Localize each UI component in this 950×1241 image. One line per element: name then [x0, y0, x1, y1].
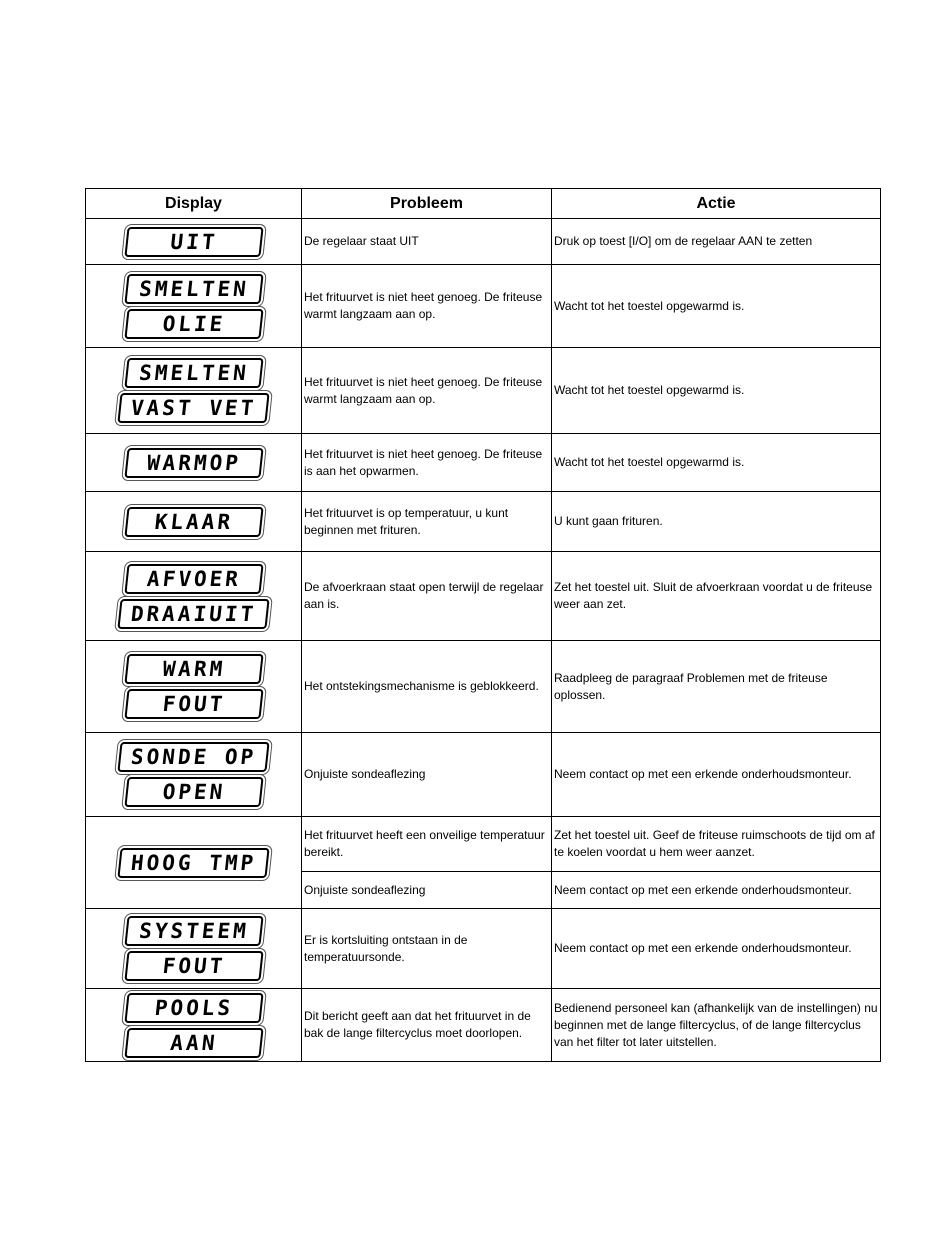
- display-cell: [86, 817, 302, 909]
- header-display: Display: [86, 189, 302, 219]
- probleem-cell: Dit bericht geeft aan dat het frituurvet in de bak de lange filtercyclus moet doorlopen.: [302, 989, 552, 1062]
- actie-cell: Wacht tot het toestel opgewarmd is.: [552, 434, 881, 492]
- probleem-cell: Onjuiste sondeaflezing: [302, 733, 552, 817]
- table-row: [86, 219, 881, 265]
- actie-cell: Zet het toestel uit. Sluit de afvoerkraan voordat u de friteuse weer aan zet.: [552, 552, 881, 641]
- header-row: [86, 189, 881, 219]
- probleem-cell: Het frituurvet is op temperatuur, u kunt beginnen met frituren.: [302, 492, 552, 552]
- display-cell: [86, 348, 302, 434]
- actie-cell: Druk op toest [I/O] om de regelaar AAN te zetten: [552, 219, 881, 265]
- lcd-display: POOLS: [124, 993, 263, 1023]
- lcd-display: VAST VET: [117, 393, 269, 423]
- table-row: [86, 265, 881, 348]
- lcd-display: DRAAIUIT: [117, 599, 269, 629]
- lcd-display: AFVOER: [124, 564, 263, 594]
- actie-cell: U kunt gaan frituren.: [552, 492, 881, 552]
- table-row: [86, 492, 881, 552]
- probleem-cell: Onjuiste sondeaflezing: [302, 872, 552, 909]
- lcd-display: WARM: [124, 654, 263, 684]
- table-row: [86, 989, 881, 1062]
- lcd-display: SYSTEEM: [124, 916, 263, 946]
- table-row: [86, 348, 881, 434]
- display-cell: [86, 219, 302, 265]
- table-row: [86, 434, 881, 492]
- display-cell: [86, 989, 302, 1062]
- header-actie: Actie: [552, 189, 881, 219]
- header-probleem: Probleem: [302, 189, 552, 219]
- display-cell: [86, 733, 302, 817]
- table-row: [86, 641, 881, 733]
- lcd-display: UIT: [124, 227, 263, 257]
- actie-cell: Wacht tot het toestel opgewarmd is.: [552, 265, 881, 348]
- display-cell: [86, 641, 302, 733]
- lcd-display: OPEN: [124, 777, 263, 807]
- actie-cell: Neem contact op met een erkende onderhoudsmonteur.: [552, 909, 881, 989]
- probleem-cell: Er is kortsluiting ontstaan in de temperatuursonde.: [302, 909, 552, 989]
- display-cell: [86, 434, 302, 492]
- probleem-cell: De regelaar staat UIT: [302, 219, 552, 265]
- lcd-display: AAN: [124, 1028, 263, 1058]
- probleem-cell: Het ontstekingsmechanisme is geblokkeerd.: [302, 641, 552, 733]
- actie-cell: Zet het toestel uit. Geef de friteuse ruimschoots de tijd om af te koelen voordat u hem weer aanzet.: [552, 817, 881, 872]
- actie-cell: Neem contact op met een erkende onderhoudsmonteur.: [552, 872, 881, 909]
- display-cell: [86, 265, 302, 348]
- lcd-display: FOUT: [124, 951, 263, 981]
- display-cell: [86, 909, 302, 989]
- table-row: [86, 909, 881, 989]
- actie-cell: Raadpleeg de paragraaf Problemen met de friteuse oplossen.: [552, 641, 881, 733]
- table-row: [86, 552, 881, 641]
- probleem-cell: De afvoerkraan staat open terwijl de regelaar aan is.: [302, 552, 552, 641]
- table-row: [86, 733, 881, 817]
- actie-cell: Wacht tot het toestel opgewarmd is.: [552, 348, 881, 434]
- probleem-cell: Het frituurvet is niet heet genoeg. De friteuse warmt langzaam aan op.: [302, 265, 552, 348]
- display-cell: [86, 552, 302, 641]
- lcd-display: SMELTEN: [124, 358, 263, 388]
- lcd-display: SONDE OP: [117, 742, 269, 772]
- lcd-display: WARMOP: [124, 448, 263, 478]
- lcd-display: FOUT: [124, 689, 263, 719]
- actie-cell: Bedienend personeel kan (afhankelijk van de instellingen) nu beginnen met de lange filtercyclus, of de lange filtercyclus van het filter tot later uitstellen.: [552, 989, 881, 1062]
- lcd-display: SMELTEN: [124, 274, 263, 304]
- actie-cell: Neem contact op met een erkende onderhoudsmonteur.: [552, 733, 881, 817]
- probleem-cell: Het frituurvet heeft een onveilige temperatuur bereikt.: [302, 817, 552, 872]
- error-code-table: [85, 188, 881, 1062]
- probleem-cell: Het frituurvet is niet heet genoeg. De friteuse warmt langzaam aan op.: [302, 348, 552, 434]
- table-row: [86, 817, 881, 872]
- display-cell: [86, 492, 302, 552]
- lcd-display: HOOG TMP: [117, 848, 269, 878]
- lcd-display: OLIE: [124, 309, 263, 339]
- lcd-display: KLAAR: [124, 507, 263, 537]
- probleem-cell: Het frituurvet is niet heet genoeg. De friteuse is aan het opwarmen.: [302, 434, 552, 492]
